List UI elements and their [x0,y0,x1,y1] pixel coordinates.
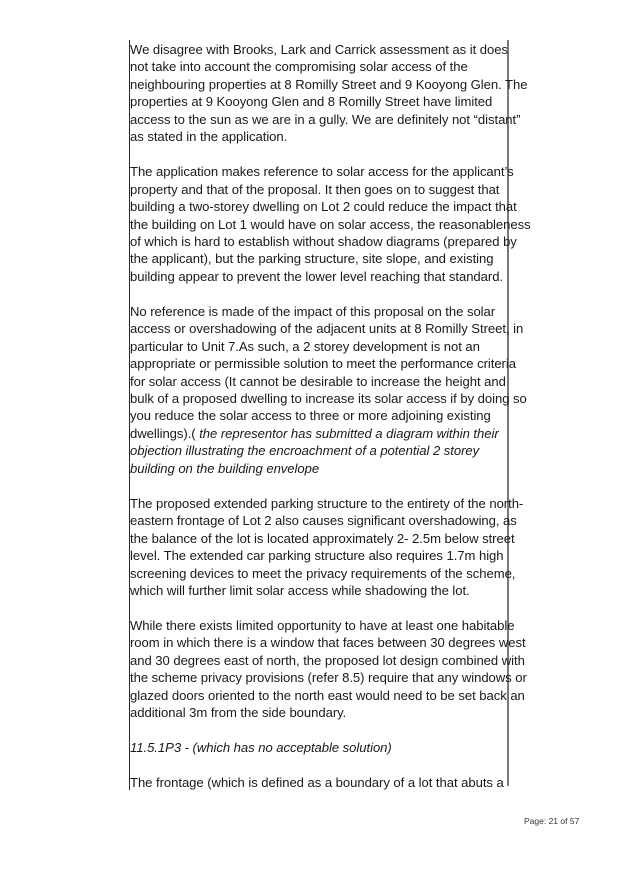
text-line: properties at 9 Kooyong Glen and 8 Romilly Street have limited [130,94,493,110]
paragraph-frontage [130,774,508,791]
text-line: as stated in the application. [130,129,288,145]
text-line: glazed doors oriented to the north east would need to be set back an [130,687,525,703]
text-line: appropriate or permissible solution to meet the performance criteria [130,356,516,372]
text-line: and 30 degrees east of north, the proposed lot design combined with [130,652,525,668]
page-number: Page: 21 of 57 [524,816,580,826]
text-line: access or overshadowing of the adjacent units at 8 Romilly Street, in [130,321,524,337]
paragraph-application-reference [130,163,531,285]
text-line: neighbouring properties at 8 Romilly Street and 9 Kooyong Glen. The [130,76,528,92]
text-line: The application makes reference to solar access for the applicant’s [130,164,514,180]
text-line-mixed [130,425,508,442]
text-line: level. The extended car parking structure also requires 1.7m high [130,548,504,564]
text-line: bulk of a proposed dwelling to increase its solar access if by doing so [130,391,527,407]
text-line: The proposed extended parking structure to the entirety of the north- [130,495,524,511]
text-line: The frontage (which is defined as a boundary of a lot that abuts a [130,774,504,790]
document-body [130,41,531,809]
text-line: the applicant), but the parking structure, site slope, and existing [130,251,494,267]
text-run: dwellings).( [130,425,200,441]
italic-annotation-run: the representor has submitted a diagram within their [199,425,499,441]
italic-annotation-line: building on the building envelope [130,460,320,476]
text-line: room in which there is a window that faces between 30 degrees west [130,635,526,651]
text-line: additional 3m from the side boundary. [130,705,347,721]
text-line: access to the sun as we are in a gully. We are definitely not “distant” [130,111,521,127]
text-line: the scheme privacy provisions (refer 8.5) require that any windows or [130,670,527,686]
text-line: screening devices to meet the privacy requirements of the scheme, [130,565,516,581]
text-line: While there exists limited opportunity to have at least one habitable [130,617,515,633]
text-line: you reduce the solar access to three or more adjoining existing [130,408,491,424]
text-line: building appear to prevent the lower level reaching that standard. [130,268,504,284]
section-heading-11-5-1p3 [130,739,508,756]
text-line: the building on Lot 1 would have on solar access, the reasonableness [130,216,531,232]
paragraph-assessment-disagreement [130,41,528,146]
text-line: eastern frontage of Lot 2 also causes significant overshadowing, as [130,513,517,529]
paragraph-parking-structure [130,495,524,600]
text-line: No reference is made of the impact of this proposal on the solar [130,303,496,319]
text-line: for solar access (It cannot be desirable to increase the height and [130,373,506,389]
text-line: particular to Unit 7.As such, a 2 storey development is not an [130,338,480,354]
paragraph-no-reference-impact [130,303,527,478]
text-line: building a two-storey dwelling on Lot 2 could reduce the impact that [130,199,517,215]
text-line: of which is hard to establish without shadow diagrams (prepared by [130,233,517,249]
text-line: 11.5.1P3 - (which has no acceptable solution) [130,740,392,756]
text-line: property and that of the proposal. It then goes on to suggest that [130,181,500,197]
text-line: the balance of the lot is located approximately 2- 2.5m below street [130,530,515,546]
paragraph-habitable-room [130,617,527,722]
text-line: We disagree with Brooks, Lark and Carrick assessment as it does [130,42,508,57]
text-line: not take into account the compromising solar access of the [130,59,468,75]
text-line: which will further limit solar access while shadowing the lot. [130,583,470,598]
italic-annotation-line: objection illustrating the encroachment of a potential 2 storey [130,443,480,459]
